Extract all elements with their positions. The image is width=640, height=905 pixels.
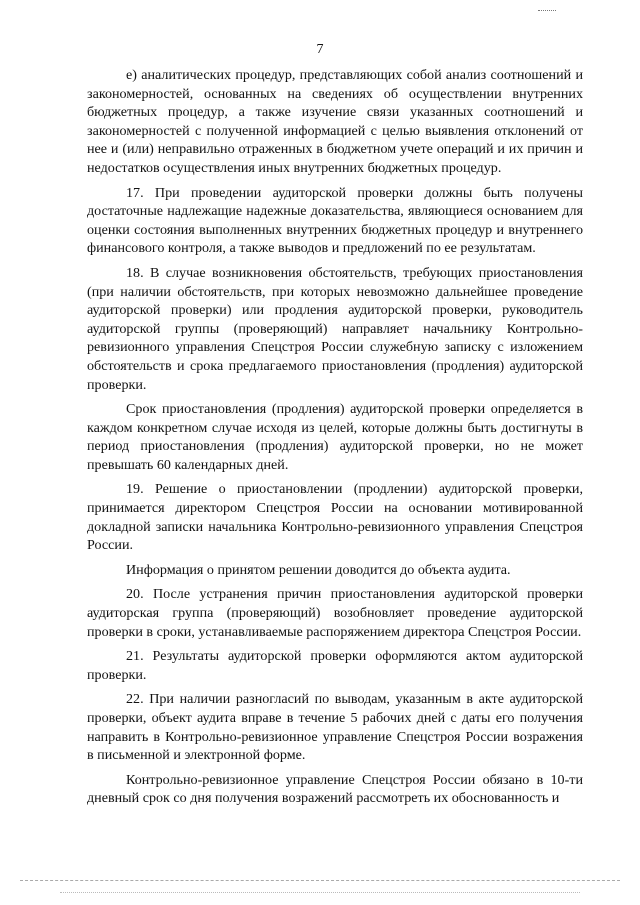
scan-edge-line-secondary [60, 892, 580, 894]
paragraph-21: 21. Результаты аудиторской проверки оформляются актом аудиторской проверки. [87, 648, 583, 683]
paragraph-20: 20. После устранения причин приостановления аудиторской проверки аудиторская группа (проверяющий) возобновляет проведение аудиторской проверки в сроки, устанавливаемые распоряжением директора Спецстроя России. [87, 586, 583, 640]
document-body [87, 66, 583, 808]
paragraph-18: 18. В случае возникновения обстоятельств, требующих приостановления (при наличии обстоятельств, при которых невозможно дальнейшее проведение аудиторской проверки) или продления аудиторской проверки, руководитель аудиторской группы (проверяющий) направляет начальнику Контрольно-ревизионного управления Спецстроя России служебную записку с изложением обстоятельств и срока предлагаемого приостановления (продления) аудиторской проверки. [87, 264, 583, 393]
paragraph-19: 19. Решение о приостановлении (продлении) аудиторской проверки, принимается директором Спецстроя России на основании мотивированной докладной записки начальника Контрольно-ревизионного управления Спецстроя России. [87, 481, 583, 554]
paragraph-18-term: Срок приостановления (продления) аудиторской проверки определяется в каждом конкретном случае исходя из целей, которые должны быть достигнуты в период приостановления (продления) аудиторской проверки, но не может превышать 60 календарных дней. [87, 401, 583, 473]
paragraph-17: 17. При проведении аудиторской проверки должны быть получены достаточные надлежащие надежные доказательства, являющиеся основанием для оценки состояния выполненных внутренних бюджетных процедур и внутреннего финансового контроля, а также выводов и предложений по ее результатам. [87, 184, 583, 257]
paragraph-item-e: е) аналитических процедур, представляющих собой анализ соотношений и закономерностей, основанных на сведениях об осуществлении внутренних бюджетных процедур, а также изучение связи указанных соотношений и закономерностей с полученной информацией с целью выявления отклонений от нее и (или) неправильно отраженных в бюджетном учете операций и их причин и недостатков осуществления иных внутренних бюджетных процедур. [87, 67, 583, 176]
scan-mark [538, 10, 556, 13]
paragraph-19-info: Информация о принятом решении доводится до объекта аудита. [126, 561, 511, 578]
paragraph-22-continued: Контрольно-ревизионное управление Спецстроя России обязано в 10-ти дневный срок со дня получения возражений рассмотреть их обоснованность и [87, 771, 583, 807]
scan-edge-line [20, 880, 620, 882]
page-number: 7 [316, 42, 324, 57]
paragraph-22: 22. При наличии разногласий по выводам, указанным в акте аудиторской проверки, объект аудита вправе в течение 5 рабочих дней с даты его получения направить в Контрольно-ревизионное управление Спецстроя России возражения в письменной и электронной форме. [87, 691, 583, 764]
